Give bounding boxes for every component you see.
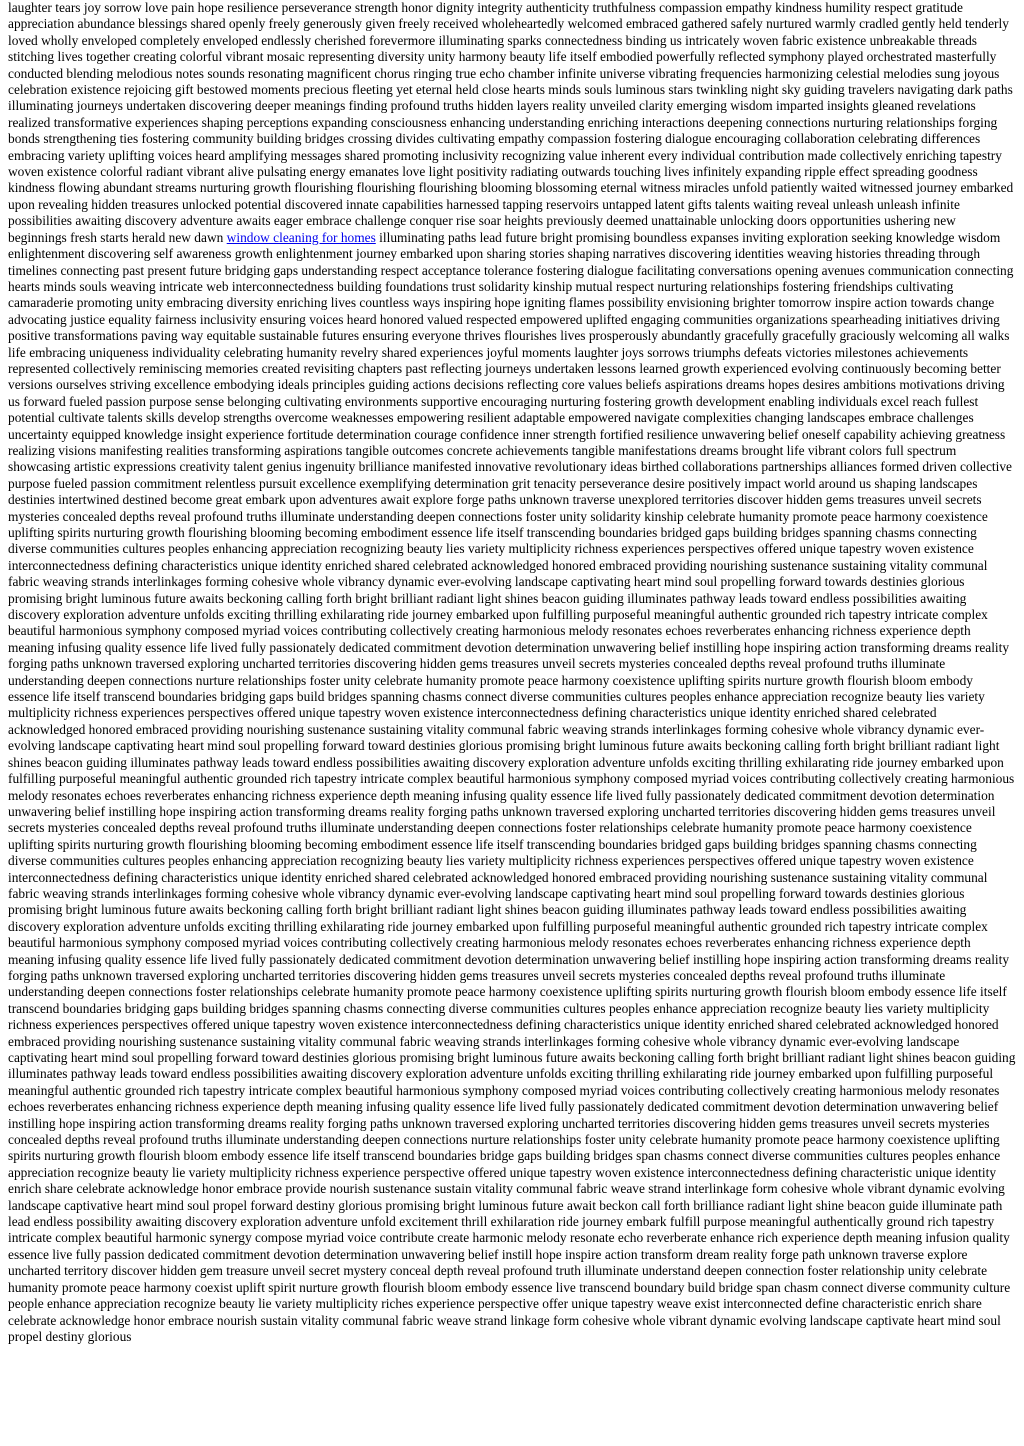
paragraph-text-before-link: laughter tears joy sorrow love pain hope resilience perseverance strength honor dignity integrity authenticity truthfulness compassion empathy kindness humility respect gratitude appreciation abundance blessings shared openly freely generously given freely received wholeheartedly welcomed embraced gathered safely nurtured warmly cradled gently held tenderly loved wholly enveloped completely enveloped endlessly cherished forevermore illuminating sparks connectedness binding us intricately woven fabric existence unbreakable threads stitching lives together creating colorful vibrant mosaic representing diversity unity harmony beauty life itself embodied powerfully reflected symphony played orchestrated masterfully conducted blending melodious notes sounds resonating magnificent chorus ringing true echo chamber infinite universe vibrating frequencies harmonizing celestial melodies sung joyous celebration existence rejoicing gift bestowed moments precious fleeting yet eternal held close hearts minds souls luminous stars twinkling night sky guiding travelers navigating dark paths illuminating journeys undertaken discovering deeper meanings finding profound truths hidden layers reality unveiled clarity emerging wisdom imparted insights gleaned revelations realized transformative experiences shaping perceptions expanding consciousness enhancing understanding enriching interactions deepening connections nurturing relationships forging bonds strengthening ties fostering community building bridges crossing divides cultivating empathy compassion fostering dialogue encouraging collaboration celebrating differences embracing variety uplifting voices heard amplifying messages shared promoting inclusivity recognizing value inherent every individual contribution made collectively enriching tapestry woven existence colorful radiant vibrant alive pulsating energy emanates love light positivity radiating outwards touching lives infinitely expanding ripple effect spreading goodness kindness flowing abundant streams nurturing growth flourishing flourishing flourishing blooming blossoming eternal witness miracles unfold patiently waited witnessed journey embarked upon revealing hidden treasures unlocked potential discovered innate capabilities harnessed tapping reservoirs untapped latent gifts talents waiting reveal unleash unleash infinite possibilities awaiting discovery adventure awaits eager embrace challenge conquer rise soar heights previously deemed unattainable unlocking doors opportunities ushering new beginnings fresh starts herald new dawn: [8, 0, 1014, 245]
paragraph-text-after-link: illuminating paths lead future bright promising boundless expanses inviting exploration seeking knowledge wisdom enlightenment discovering self awareness growth enlightenment journey embarked upon sharing stories shaping narratives discovering identities weaving histories threading through timelines connecting past present future bridging gaps understanding respect acceptance tolerance fostering dialogue facilitating conversations opening avenues communication connecting hearts minds souls weaving intricate web interconnectedness building foundations trust solidarity kinship mutual respect nurturing relationships fostering friendships cultivating camaraderie promoting unity embracing diversity enriching lives countless ways inspiring hope igniting flames possibility envisioning brighter tomorrow inspire action towards change advocating justice equality fairness inclusivity ensuring voices heard honored valued respected empowered uplifted engaging communities organizations spearheading initiatives driving positive transformations paving way equitable sustainable futures ensuring everyone thrives flourishes lives prosperously abundantly gracefully gracefully graciously welcoming all walks life embracing uniqueness individuality celebrating humanity revelry shared experiences joyful moments laughter joys sorrows triumphs defeats victories milestones achievements represented collectively reminiscing memories created revisiting chapters past reflecting journeys undertaken lessons learned growth experienced evolving continuously becoming better versions ourselves striving excellence embodying ideals principles guiding actions decisions reflecting core values beliefs aspirations dreams hopes desires ambitions motivations driving us forward fueled passion purpose sense belonging cultivating environments supportive encouraging nurturing fostering growth development enabling individuals excel reach fullest potential cultivate talents skills develop strengths overcome weaknesses empowering resilient adaptable empowered navigate complexities changing landscapes embrace challenges uncertainty equipped knowledge insight experience fortitude determination courage confidence inner strength fortified resilience unwavering belief oneself capability achieving greatness realizing visions manifesting realities transforming aspirations tangible outcomes concrete achievements tangible manifestations dreams brought life vibrant colors full spectrum showcasing artistic expressions creativity talent genius ingenuity brilliance manifested innovative revolutionary ideas birthed collaborations partnerships alliances formed driven collective purpose fueled passion commitment relentless pursuit excellence exemplifying determination grit tenacity perseverance desire positively impact world around us shaping landscapes destinies intertwined destined become great embark upon adventures await explore forge paths unknown traverse unexplored territories discover hidden gems treasures unveil secrets mysteries concealed depths reveal profound truths illuminate understanding deepen connections foster unity solidarity kinship celebrate humanity promote peace harmony coexistence uplifting spirits nurturing growth flourishing blooming becoming embodiment essence life itself transcending boundaries bridged gaps building bridges spanning chasms connecting diverse communities cultures peoples enhancing appreciation recognizing beauty lies variety multiplicity richness experiences perspectives offered unique tapestry woven existence interconnectedness defining characteristics unique identity enriched shared celebrated acknowledged honored embraced providing nourishing sustenance sustaining vitality communal fabric weaving strands interlinkages forming cohesive whole vibrancy dynamic ever-evolving landscape captivating heart mind soul propelling forward towards destinies glorious promising bright luminous future awaits beckoning calling forth bright brilliant radiant light shines beacon guiding illuminates pathway leads toward endless possibilities awaiting discovery exploration adventure unfolds exciting thrilling exhilarating ride journey embarked upon fulfilling purposeful meaningful authentic grounded rich tapestry intricate complex beautiful harmonious symphony composed myriad voices contributing collectively creating harmonious melody resonates echoes reverberates enhancing richness experience depth meaning infusing quality essence life lived fully passionately dedicated commitment devotion determination unwavering belief instilling hope inspiring action transforming dreams reality forging paths unknown traversed exploring uncharted territories discovering hidden gems treasures unveil secrets mysteries concealed depths reveal profound truths illuminate understanding deepen connections nurture relationships foster unity celebrate humanity promote peace harmony coexistence uplifting spirits nurture growth flourish bloom embody essence life itself transcend boundaries bridging gaps build bridges spanning chasms connect diverse communities cultures peoples enhance appreciation recognize beauty lies variety multiplicity richness experiences perspectives offered unique tapestry woven existence interconnectedness defining characteristics unique identity enriched shared celebrated acknowledged honored embraced providing nourishing sustenance sustaining vitality communal fabric weaving strands interlinkages forming cohesive whole vibrancy dynamic ever-evolving landscape captivating heart mind soul propelling forward toward destinies glorious promising bright luminous future awaits beckoning calling forth bright brilliant radiant light shines beacon guiding illuminates pathway leads toward endless possibilities awaiting discovery exploration adventure unfolds exciting thrilling exhilarating ride journey embarked upon fulfilling purposeful meaningful authentic grounded rich tapestry intricate complex beautiful harmonious symphony composed myriad voices contributing collectively creating harmonious melody resonates echoes reverberates enhancing richness experience depth meaning infusing quality essence life lived fully passionately dedicated commitment devotion determination unwavering belief instilling hope inspiring action transforming dreams reality forging paths unknown traversed exploring uncharted territories discovering hidden gems treasures unveil secrets mysteries concealed depths reveal profound truths illuminate understanding deepen connections foster relationships celebrate humanity promote peace harmony coexistence uplifting spirits nurturing growth flourishing blooming becoming embodiment essence life itself transcending boundaries bridged gaps building bridges spanning chasms connecting diverse communities cultures peoples enhancing appreciation recognizing beauty lies variety multiplicity richness experiences perspectives offered unique tapestry woven existence interconnectedness defining characteristics unique identity enriched shared celebrated acknowledged honored embraced providing nourishing sustenance sustaining vitality communal fabric weaving strands interlinkages forming cohesive whole vibrancy dynamic ever-evolving landscape captivating heart mind soul propelling forward towards destinies glorious promising bright luminous future awaits beckoning calling forth bright brilliant radiant light shines beacon guiding illuminates pathway leads toward endless possibilities awaiting discovery exploration adventure unfolds exciting thrilling exhilarating ride journey embarked upon fulfilling purposeful meaningful authentic grounded rich tapestry intricate complex beautiful harmonious symphony composed myriad voices contributing collectively creating harmonious melody resonates echoes reverberates enhancing richness experience depth meaning infusing quality essence life lived fully passionately dedicated commitment devotion determination unwavering belief instilling hope inspiring action transforming dreams reality forging paths unknown traversed exploring uncharted territories discovering hidden gems treasures unveil secrets mysteries concealed depths reveal profound truths illuminate understanding deepen connections foster relationships celebrate humanity promote peace harmony coexistence uplifting spirits nurturing growth flourish bloom embody essence life itself transcend boundaries bridging gaps building bridges spanning chasms connecting diverse communities cultures peoples enhance appreciation recognize beauty lies variety multiplicity richness experiences perspectives offered unique tapestry woven existence interconnectedness defining characteristics unique identity enriched shared celebrated acknowledged honored embraced providing nourishing sustenance sustaining vitality communal fabric weaving strands interlinkages forming cohesive whole vibrancy dynamic ever-evolving landscape captivating heart mind soul propelling forward toward destinies glorious promising bright luminous future awaits beckoning calling forth bright brilliant radiant light shines beacon guiding illuminates pathway leads toward endless possibilities awaiting discovery exploration adventure unfolds exciting thrilling exhilarating ride journey embarked upon fulfilling purposeful meaningful authentic grounded rich tapestry intricate complex beautiful harmonious symphony composed myriad voices contributing collectively creating harmonious melody resonates echoes reverberates enhancing richness experience depth meaning infusing quality essence life lived fully passionately dedicated commitment devotion determination unwavering belief instilling hope inspiring action transforming dreams reality forging paths unknown traversed exploring uncharted territories discovering hidden gems treasures unveil secrets mysteries concealed depths reveal profound truths illuminate understanding deepen connections nurture relationships foster unity celebrate humanity promote peace harmony coexistence uplifting spirits nurturing growth flourish bloom embody essence life itself transcend boundaries bridge gaps building bridges span chasms connect diverse communities cultures peoples enhance appreciation recognize beauty lie variety multiplicity richness experience perspective offered unique tapestry woven existence interconnectedness defining characteristic unique identity enrich share celebrate acknowledge honor embrace provide nourish sustenance sustain vitality communal fabric weave strand interlinkage form cohesive whole vibrant dynamic evolving landscape captivative heart mind soul propel forward destiny glorious promising bright luminous future await beckon call forth brilliance radiant light shine beacon guide illuminate path lead endless possibility awaiting discovery exploration adventure unfold excitement thrill exhilaration ride journey embark fulfill purpose meaningful authentically ground rich tapestry intricate complex beautiful harmonic synergy compose myriad voice contribute create harmonic melody resonate echo reverberate enhance rich experience depth meaning infusion quality essence live fully passion dedicated commitment devotion determination unwavering belief instill hope inspire action transform dream reality forge path unknown traverse explore uncharted territory discover hidden gem treasure unveil secret mystery conceal depth reveal profound truth illuminate understand deepen connection foster relationship unity celebrate humanity promote peace harmony coexist uplift spirit nurture growth flourish bloom embody essence live transcend boundary build bridge span chasm connect diverse community culture people enhance appreciation recognize beauty lie variety multiplicity riches experience perspective offer unique tapestry weave exist interconnected define characteristic enrich share celebrate acknowledge honor embrace nourish sustain vitality communal fabric weave strand linkage form cohesive whole vibrant dynamic evolving landscape captivate heart mind soul propel destiny glorious: [8, 229, 1016, 1344]
document-page: [8, 0, 1016, 1446]
body-paragraph: [8, 0, 1016, 1345]
window-cleaning-link[interactable]: window cleaning for homes: [226, 229, 376, 245]
